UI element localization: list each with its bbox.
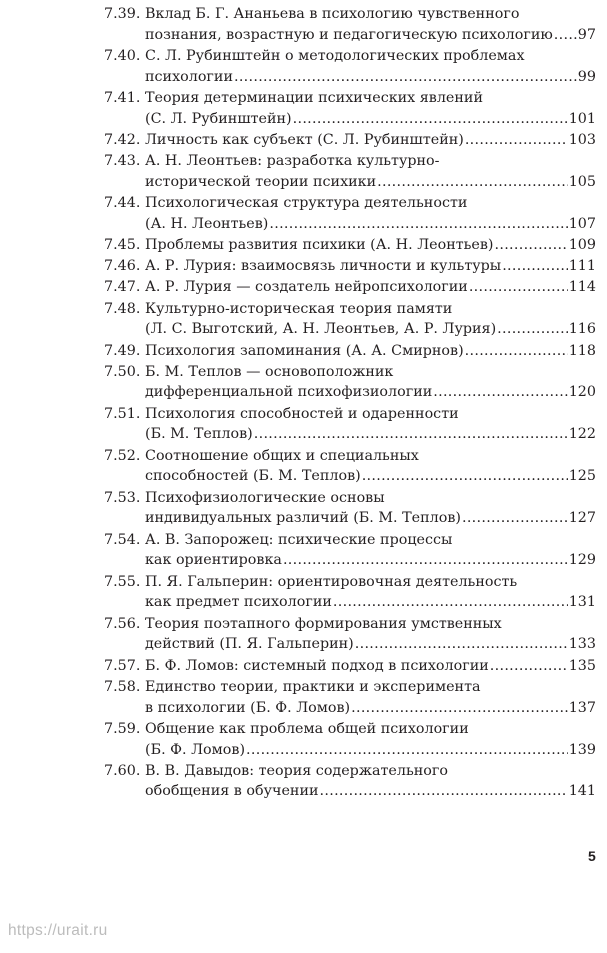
toc-entry[interactable] bbox=[104, 572, 596, 613]
toc-entry[interactable] bbox=[104, 614, 596, 655]
toc-entry-number: 7.48. bbox=[104, 300, 141, 317]
toc-entry-page: 107 bbox=[568, 215, 596, 232]
toc-entry-title: А. Р. Лурия — создатель нейропсихологии bbox=[145, 279, 468, 296]
toc-entry-title: как ориентировка bbox=[145, 552, 282, 569]
toc-entry-number: 7.49. bbox=[104, 342, 141, 359]
toc-entry-title: Вклад Б. Г. Ананьева в психологию чувственного bbox=[145, 6, 520, 22]
toc-entry-number: 7.57. bbox=[104, 657, 141, 674]
toc-entry-number: 7.52. bbox=[104, 447, 141, 464]
toc-entry[interactable] bbox=[104, 256, 596, 277]
toc-entry-title: (А. Н. Леонтьев) bbox=[145, 215, 269, 232]
toc-leader-dots bbox=[246, 740, 568, 761]
toc-entry-title: (Л. С. Выготский, А. Н. Леонтьев, А. Р. Лурия) bbox=[145, 321, 497, 338]
toc-entry-title: обобщения в обучении bbox=[145, 783, 319, 800]
toc-entry[interactable] bbox=[104, 130, 596, 151]
toc-entry-title: индивидуальных различий (Б. М. Теплов) bbox=[145, 510, 461, 527]
toc-leader-dots bbox=[433, 382, 567, 403]
toc-entry-page: 116 bbox=[568, 321, 596, 338]
toc-leader-dots bbox=[465, 341, 568, 362]
toc-entry-title: Психологическая структура деятельности bbox=[145, 195, 468, 212]
toc-entry-number: 7.53. bbox=[104, 489, 141, 506]
toc-entry-title: А. В. Запорожец: психические процессы bbox=[145, 531, 453, 548]
toc-entry-title: как предмет психологии bbox=[145, 594, 332, 611]
toc-leader-dots bbox=[234, 67, 577, 88]
toc-entry-page: 127 bbox=[568, 510, 596, 527]
toc-entry-title: Психология запоминания (А. А. Смирнов) bbox=[145, 342, 464, 359]
toc-entry-title: Теория детерминации психических явлений bbox=[145, 89, 483, 106]
toc-entry[interactable] bbox=[104, 299, 596, 340]
toc-leader-dots bbox=[254, 424, 568, 445]
toc-leader-dots bbox=[320, 781, 568, 802]
toc-entry-page: 137 bbox=[568, 699, 596, 716]
toc-entry-title: А. Р. Лурия: взаимосвязь личности и культуры bbox=[145, 258, 502, 275]
toc-entry-title: Единство теории, практики и эксперимента bbox=[145, 678, 481, 695]
toc-entry-number: 7.59. bbox=[104, 720, 141, 737]
source-watermark-url: https://urait.ru bbox=[8, 922, 108, 939]
toc-leader-dots bbox=[462, 508, 568, 529]
page-number: 5 bbox=[588, 848, 596, 864]
toc-leader-dots bbox=[497, 319, 568, 340]
toc-entry-title: В. В. Давыдов: теория содержательного bbox=[145, 762, 448, 779]
toc-entry-title: дифференциальной психофизиологии bbox=[145, 384, 433, 401]
toc-entry-number: 7.54. bbox=[104, 531, 141, 548]
toc-leader-dots bbox=[469, 277, 568, 298]
toc-entry[interactable] bbox=[104, 151, 596, 192]
toc-entry-title: Общение как проблема общей психологии bbox=[145, 720, 469, 737]
toc-entry-title: (С. Л. Рубинштейн) bbox=[145, 110, 292, 127]
toc-entry-page: 125 bbox=[568, 468, 596, 485]
toc-entry-title: Психофизиологические основы bbox=[145, 489, 385, 506]
toc-entry-number: 7.45. bbox=[104, 237, 141, 254]
toc-leader-dots bbox=[495, 235, 568, 256]
toc-entry-title: П. Я. Гальперин: ориентировочная деятельность bbox=[145, 573, 518, 590]
toc-entry-number: 7.51. bbox=[104, 405, 141, 422]
toc-entry[interactable] bbox=[104, 530, 596, 571]
toc-leader-dots bbox=[351, 698, 568, 719]
toc-leader-dots bbox=[355, 634, 568, 655]
toc-entry-number: 7.39. bbox=[104, 6, 141, 22]
toc-entry-page: 141 bbox=[568, 783, 596, 800]
toc-entry-page: 120 bbox=[568, 384, 596, 401]
toc-entry-page: 131 bbox=[568, 594, 596, 611]
toc-entry-title: Психология способностей и одаренности bbox=[145, 405, 459, 422]
toc-entry-title: психологии bbox=[145, 68, 233, 85]
toc-entry-title: Проблемы развития психики (А. Н. Леонтьев) bbox=[145, 237, 494, 254]
toc-entry-number: 7.41. bbox=[104, 89, 141, 106]
toc-entry[interactable] bbox=[104, 761, 596, 802]
toc-entry[interactable] bbox=[104, 193, 596, 234]
toc-entry-page: 122 bbox=[568, 426, 596, 443]
toc-entry-title: (Б. Ф. Ломов) bbox=[145, 741, 246, 758]
toc-entry-number: 7.58. bbox=[104, 678, 141, 695]
toc-entry-page: 101 bbox=[568, 110, 596, 127]
toc-entry-title: Личность как субъект (С. Л. Рубинштейн) bbox=[145, 131, 464, 148]
toc-entry-page: 118 bbox=[568, 342, 596, 359]
toc-entry-title: Б. М. Теплов — основоположник bbox=[145, 363, 394, 380]
toc-entry[interactable] bbox=[104, 362, 596, 403]
toc-entry[interactable] bbox=[104, 446, 596, 487]
toc-leader-dots bbox=[502, 256, 568, 277]
toc-entry-number: 7.60. bbox=[104, 762, 141, 779]
toc-entry-number: 7.44. bbox=[104, 195, 141, 212]
toc-entry[interactable] bbox=[104, 656, 596, 677]
toc-entry-title: Б. Ф. Ломов: системный подход в психологии bbox=[145, 657, 489, 674]
toc-leader-dots bbox=[377, 172, 568, 193]
toc-entry-title: познания, возрастную и педагогическую психологию bbox=[145, 26, 553, 43]
toc-entry-page: 114 bbox=[568, 279, 596, 296]
toc-entry-title: Теория поэтапного формирования умственных bbox=[145, 615, 502, 632]
toc-entry-number: 7.47. bbox=[104, 279, 141, 296]
toc-entry-page: 99 bbox=[577, 68, 596, 85]
toc-entry[interactable] bbox=[104, 341, 596, 362]
toc-leader-dots bbox=[333, 592, 568, 613]
toc-leader-dots bbox=[465, 130, 568, 151]
toc-entry-page: 133 bbox=[568, 636, 596, 653]
toc-entry-title: исторической теории психики bbox=[145, 173, 377, 190]
toc-entry-title: способностей (Б. М. Теплов) bbox=[145, 468, 361, 485]
toc-entry[interactable] bbox=[104, 235, 596, 256]
toc-leader-dots bbox=[490, 656, 568, 677]
toc-entry-page: 97 bbox=[577, 26, 596, 43]
toc-leader-dots bbox=[293, 109, 568, 130]
toc-entry-page: 111 bbox=[568, 258, 596, 275]
toc-entry[interactable] bbox=[104, 46, 596, 87]
toc-entry-number: 7.40. bbox=[104, 47, 141, 64]
toc-entry-number: 7.50. bbox=[104, 363, 141, 380]
toc-entry-title: А. Н. Леонтьев: разработка культурно- bbox=[145, 153, 440, 170]
toc-entry[interactable] bbox=[104, 404, 596, 445]
toc-leader-dots bbox=[362, 466, 568, 487]
toc-entry-title: действий (П. Я. Гальперин) bbox=[145, 636, 354, 653]
toc-entry-number: 7.43. bbox=[104, 153, 141, 170]
toc-entry-number: 7.56. bbox=[104, 615, 141, 632]
table-of-contents bbox=[104, 4, 596, 803]
toc-entry-title: Соотношение общих и специальных bbox=[145, 447, 419, 464]
toc-entry-number: 7.42. bbox=[104, 131, 141, 148]
toc-entry-title: Культурно-историческая теория памяти bbox=[145, 300, 453, 317]
toc-entry[interactable] bbox=[104, 488, 596, 529]
toc-entry-page: 103 bbox=[568, 131, 596, 148]
toc-entry[interactable] bbox=[104, 88, 596, 129]
toc-leader-dots bbox=[554, 25, 577, 46]
toc-entry-number: 7.55. bbox=[104, 573, 141, 590]
toc-entry-page: 139 bbox=[568, 741, 596, 758]
toc-leader-dots bbox=[283, 550, 568, 571]
toc-entry-page: 105 bbox=[568, 173, 596, 190]
toc-entry-number: 7.46. bbox=[104, 258, 141, 275]
toc-entry[interactable] bbox=[104, 277, 596, 298]
toc-entry[interactable] bbox=[104, 677, 596, 718]
toc-entry-title: в психологии (Б. Ф. Ломов) bbox=[145, 699, 351, 716]
toc-leader-dots bbox=[269, 214, 567, 235]
toc-entry-page: 135 bbox=[568, 657, 596, 674]
toc-entry[interactable] bbox=[104, 719, 596, 760]
toc-entry[interactable] bbox=[104, 4, 596, 45]
toc-entry-page: 129 bbox=[568, 552, 596, 569]
toc-entry-title: (Б. М. Теплов) bbox=[145, 426, 253, 443]
toc-entry-title: С. Л. Рубинштейн о методологических проблемах bbox=[145, 47, 525, 64]
toc-entry-page: 109 bbox=[568, 237, 596, 254]
